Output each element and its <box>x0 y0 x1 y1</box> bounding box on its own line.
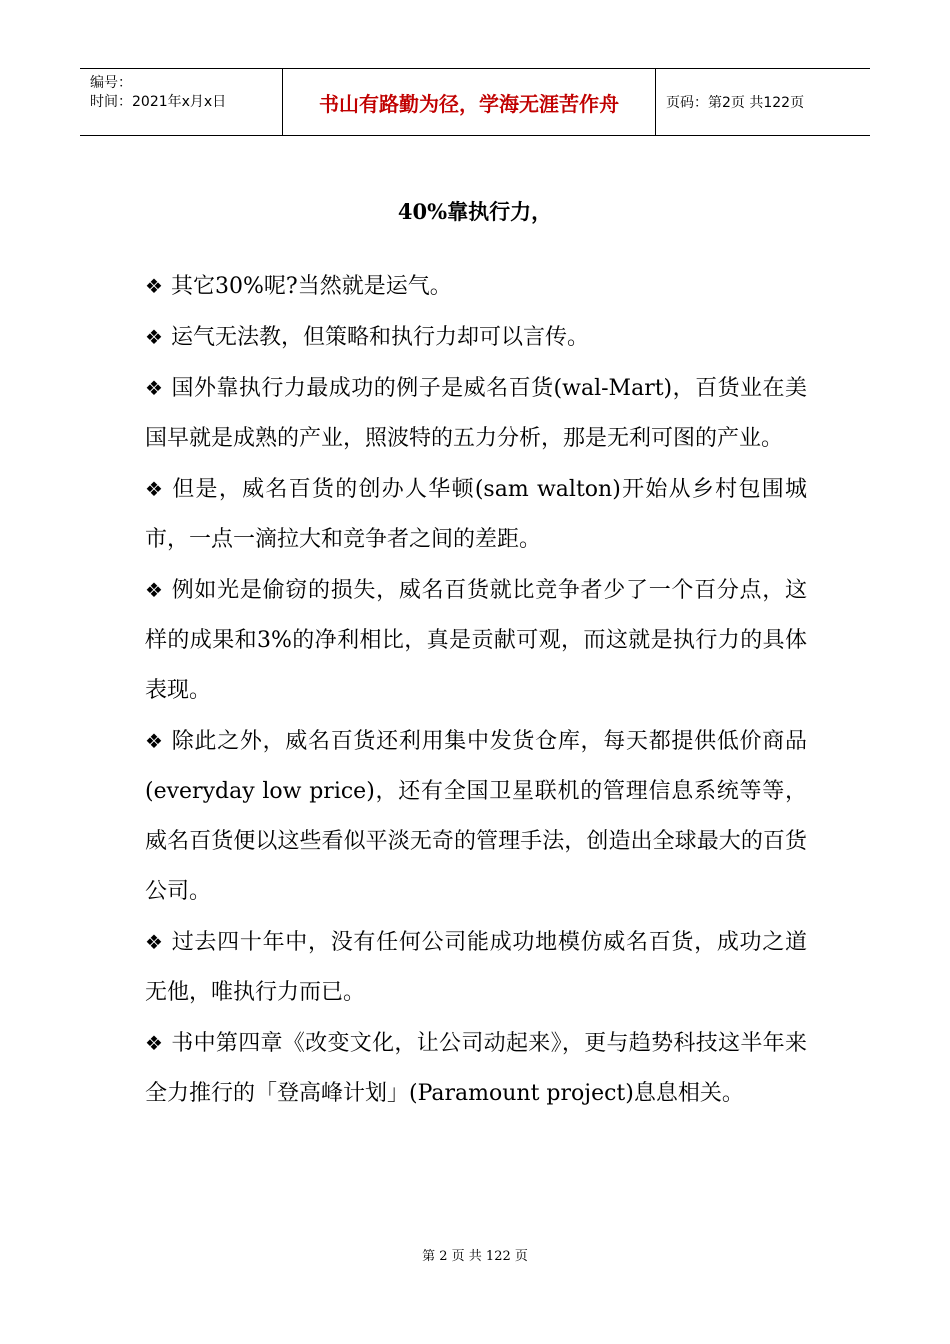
document-number-label: 编号： <box>90 75 132 91</box>
document-time-label: 时间：2021年x月x日 <box>90 94 227 110</box>
paragraph <box>145 312 807 363</box>
header-page-info: 页码：第2页 共122页 <box>666 95 805 111</box>
paragraph-text: 但是，威名百货的创办人华顿(sam walton)开始从乡村包围城市，一点一滴拉大和竞争者之间的差距。 <box>145 477 807 552</box>
paragraph-text: 运气无法教，但策略和执行力却可以言传。 <box>171 325 590 350</box>
diamond-bullet-icon: ❖ <box>145 729 163 753</box>
diamond-bullet-icon: ❖ <box>145 578 163 602</box>
body-content <box>145 261 807 1119</box>
paragraph-text: 书中第四章《改变文化，让公司动起来》，更与趋势科技这半年来全力推行的「登高峰计划」(Paramount project)息息相关。 <box>145 1031 807 1106</box>
paragraph-text: 过去四十年中，没有任何公司能成功地模仿威名百货，成功之道无他，唯执行力而已。 <box>145 930 807 1005</box>
paragraph-text: 例如光是偷窃的损失，威名百货就比竞争者少了一个百分点，这样的成果和3%的净利相比，真是贡献可观，而这就是执行力的具体表现。 <box>145 578 807 703</box>
paragraph <box>145 565 807 716</box>
paragraph <box>145 917 807 1018</box>
paragraph-text: 国外靠执行力最成功的例子是威名百货(wal-Mart)，百货业在美国早就是成熟的产业，照波特的五力分析，那是无利可图的产业。 <box>145 376 807 451</box>
paragraph-text: 其它30%呢?当然就是运气。 <box>171 274 452 299</box>
page-header <box>80 68 870 136</box>
diamond-bullet-icon: ❖ <box>145 376 163 400</box>
paragraph <box>145 1018 807 1119</box>
paragraph <box>145 363 807 464</box>
paragraph-text: 除此之外，威名百货还利用集中发货仓库，每天都提供低价商品(everyday low price)，还有全国卫星联机的管理信息系统等等，威名百货便以这些看似平淡无奇的管理手法，创造出全球最大的百货公司。 <box>145 729 807 904</box>
page-footer: 第 2 页 共 122 页 <box>422 1249 528 1264</box>
diamond-bullet-icon: ❖ <box>145 325 163 349</box>
diamond-bullet-icon: ❖ <box>145 1031 163 1055</box>
section-title: 40%靠执行力， <box>397 199 553 224</box>
header-meta <box>80 69 283 135</box>
diamond-bullet-icon: ❖ <box>145 930 163 954</box>
paragraph <box>145 261 807 312</box>
diamond-bullet-icon: ❖ <box>145 477 163 501</box>
paragraph <box>145 716 807 917</box>
header-motto: 书山有路勤为径，学海无涯苦作舟 <box>283 69 656 135</box>
paragraph <box>145 464 807 565</box>
diamond-bullet-icon: ❖ <box>145 274 163 298</box>
